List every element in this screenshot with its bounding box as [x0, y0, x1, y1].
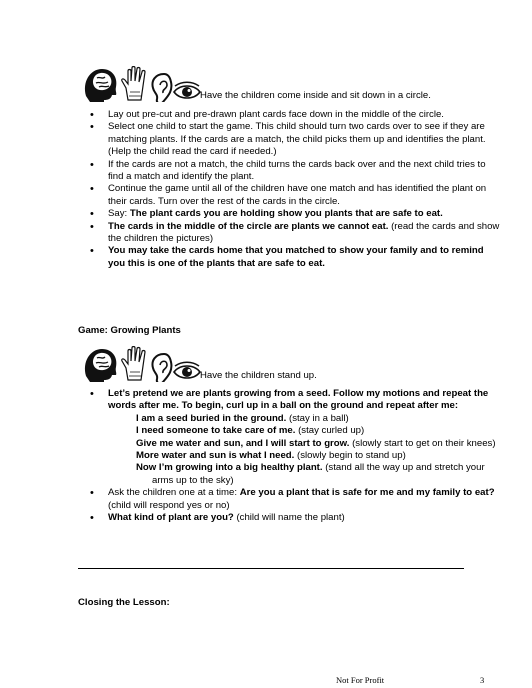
sense-icons-row	[82, 346, 502, 382]
list-item	[82, 159, 500, 184]
list-item	[82, 208, 500, 220]
chant-line	[108, 450, 500, 462]
list-item	[82, 487, 500, 512]
intro-text: Have the children come inside and sit down in a circle.	[200, 89, 431, 101]
text-run: Lay out pre-cut and pre-drawn plant cards face down in the middle of the circle.	[108, 109, 444, 120]
text-run: If the cards are not a match, the child turns the cards back over and the next child tries to find a match and identify the plant.	[108, 158, 486, 183]
text-run: The plant cards you are holding show you plants that are safe to eat.	[129, 208, 443, 220]
chant-line	[108, 462, 500, 487]
section-heading: Closing the Lesson:	[78, 597, 170, 608]
intro-text: Have the children stand up.	[200, 369, 317, 381]
text-run: Are you a plant that is safe for me and my family to eat?	[239, 487, 495, 499]
page-number: 3	[480, 675, 485, 685]
chant-line	[108, 425, 500, 437]
text-run: (stay in a ball)	[286, 412, 349, 424]
section-heading: Game: Growing Plants	[78, 325, 181, 336]
senses-icon-group	[82, 66, 202, 102]
text-run: (stay curled up)	[295, 425, 365, 437]
text-run: (child will name the plant)	[233, 512, 345, 524]
text-run: Say:	[108, 208, 130, 220]
chant-line	[108, 413, 500, 425]
chant-line	[108, 438, 500, 450]
list-item	[82, 388, 500, 487]
text-run: Select one child to start the game. This child should turn two cards over to see if they are matching plants. If the cards are a match, the child picks them up and identifies the plant. (Help the child read the card if needed.)	[108, 121, 486, 158]
text-run: Now I’m growing into a big healthy plant.	[136, 462, 323, 474]
list-item	[82, 183, 500, 208]
text-run: You may take the cards home that you matched to show your family and to remind you this is one of the plants that are safe to eat.	[108, 245, 484, 269]
list-item	[82, 512, 500, 524]
text-run: I am a seed buried in the ground.	[136, 412, 287, 424]
list-item	[82, 245, 500, 270]
text-run: More water and sun is what I need.	[136, 450, 295, 462]
text-run: (read the cards and show the children the pictures)	[108, 220, 500, 245]
text-run: Let’s pretend we are plants growing from a seed. Follow my motions and repeat the words after me. To begin, curl up in a ball on the ground and repeat after me:	[108, 388, 489, 412]
text-run: The cards in the middle of the circle are plants we cannot eat.	[108, 220, 389, 232]
text-run: (stand all the way up and stretch your arms up to the sky)	[152, 462, 485, 486]
footer-text: Not For Profit	[336, 675, 385, 685]
text-run: Continue the game until all of the children have one match and has identified the plant on their cards. Turn over the rest of the cards in the circle.	[108, 183, 487, 207]
text-run: (slowly start to get on their knees)	[349, 437, 496, 449]
list-item	[82, 109, 500, 121]
divider	[78, 568, 464, 569]
text-run: What kind of plant are you?	[108, 512, 234, 524]
sense-icons-row	[82, 66, 502, 102]
instruction-list	[82, 109, 500, 270]
list-item	[82, 221, 500, 246]
senses-icon-group	[82, 346, 202, 382]
text-run: (child will respond yes or no)	[108, 499, 230, 511]
text-run: Ask the children one at a time:	[108, 487, 240, 499]
text-run: Give me water and sun, and I will start to grow.	[136, 437, 350, 449]
text-run: I need someone to take care of me.	[136, 425, 296, 437]
instruction-list	[82, 388, 500, 524]
text-run: (slowly begin to stand up)	[294, 450, 406, 462]
list-item	[82, 121, 500, 158]
